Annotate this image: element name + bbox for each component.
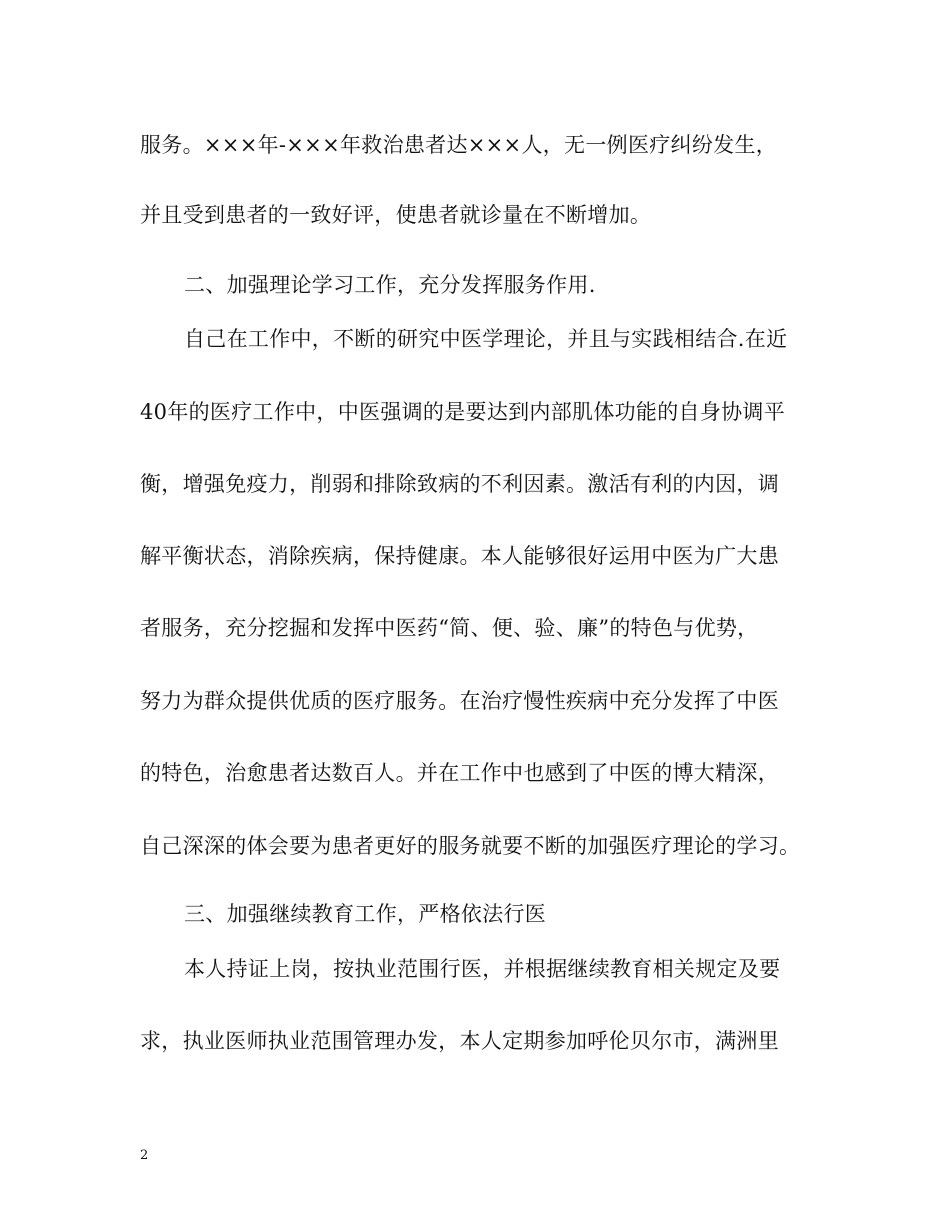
paragraph-line: 解平衡状态，消除疾病，保持健康。本人能够很好运用中医为广大患 [140,544,779,568]
paragraph-line: 并且受到患者的一致好评，使患者就诊量在不断增加。 [140,203,652,227]
paragraph-line: 者服务，充分挖掘和发挥中医药“简、便、验、廉”的特色与优势， [140,616,759,640]
paragraph-line: 自己在工作中，不断的研究中医学理论，并且与实践相结合.在近 [184,327,788,351]
paragraph-line: 衡，增强免疫力，削弱和排除致病的不利因素。激活有利的内因，调 [140,472,779,496]
page-number: 2 [140,1148,149,1163]
paragraph-line: 努力为群众提供优质的医疗服务。在治疗慢性疾病中充分发挥了中医 [140,689,779,713]
section-heading: 二、加强理论学习工作，充分发挥服务作用. [184,273,596,297]
paragraph-line: 求，执业医师执业范围管理办发，本人定期参加呼伦贝尔市，满洲里 [140,1029,779,1053]
paragraph-line: 本人持证上岗，按执业范围行医，并根据继续教育相关规定及要 [184,957,781,981]
paragraph-line: 40年的医疗工作中，中医强调的是要达到内部肌体功能的自身协调平 [140,400,786,424]
paragraph-line: 自己深深的体会要为患者更好的服务就要不断的加强医疗理论的学习。 [140,834,801,858]
paragraph-line: 的特色，治愈患者达数百人。并在工作中也感到了中医的博大精深， [140,761,779,785]
paragraph-line: 服务。×××年-×××年救治患者达×××人，无一例医疗纠纷发生， [140,133,778,157]
section-heading: 三、加强继续教育工作，严格依法行医 [184,902,547,926]
